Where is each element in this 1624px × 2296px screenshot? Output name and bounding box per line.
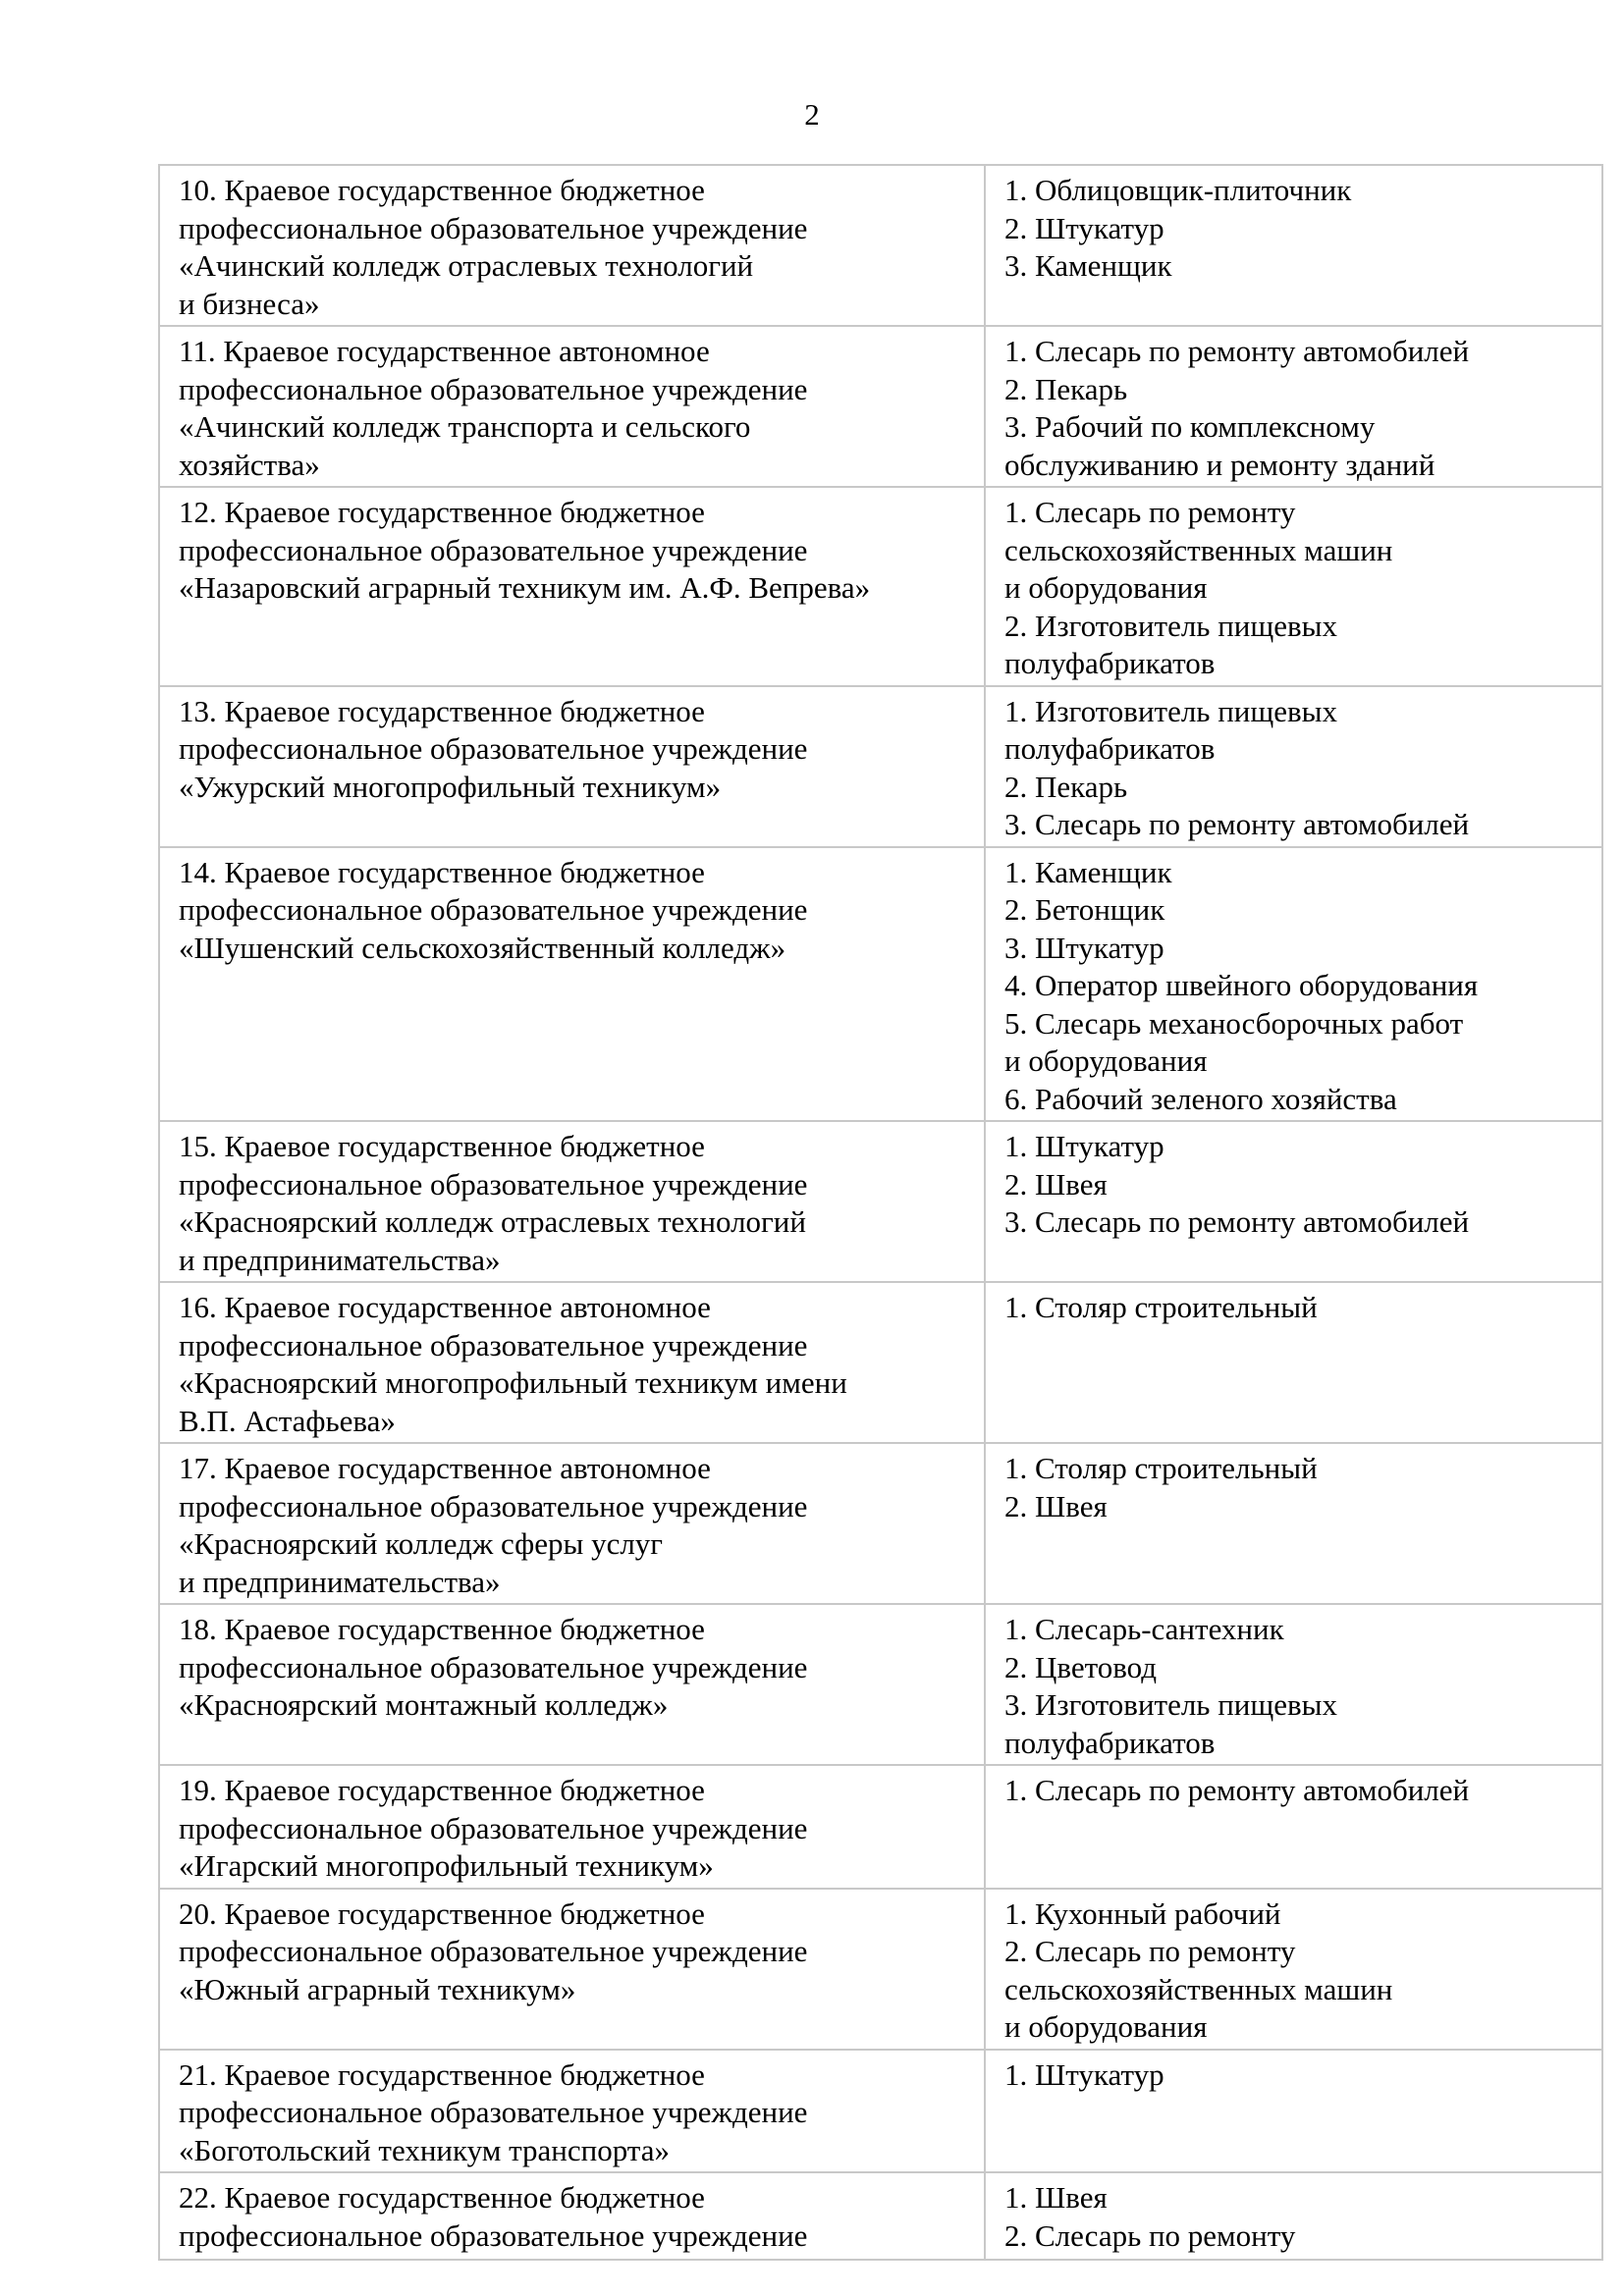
profession-line: 3. Рабочий по комплексному xyxy=(1004,409,1376,444)
profession-line: 2. Бетонщик xyxy=(1004,892,1165,927)
professions-cell xyxy=(985,1604,1602,1765)
institution-name-line: 18. Краевое государственное бюджетное xyxy=(179,1612,705,1646)
institution-cell xyxy=(159,326,985,487)
institution-cell xyxy=(159,847,985,1122)
institution-cell xyxy=(159,165,985,326)
profession-line: 1. Слесарь по ремонту xyxy=(1004,495,1296,529)
profession-line: 1. Каменщик xyxy=(1004,854,1172,889)
profession-line: 1. Столяр строительный xyxy=(1004,1451,1318,1485)
professions-cell xyxy=(985,847,1602,1122)
professions-cell xyxy=(985,2172,1602,2260)
table-body xyxy=(159,165,1602,2260)
institution-name-line: профессиональное образовательное учреждение xyxy=(179,371,808,406)
table-row xyxy=(159,1121,1602,1282)
profession-line: сельскохозяйственных машин xyxy=(1004,532,1393,567)
profession-line: 1. Облицовщик-плиточник xyxy=(1004,173,1352,207)
professions-cell xyxy=(985,1765,1602,1889)
institution-name-line: профессиональное образовательное учреждение xyxy=(179,731,808,766)
institution-name-line: 19. Краевое государственное бюджетное xyxy=(179,1773,705,1807)
table-row xyxy=(159,686,1602,847)
institution-cell xyxy=(159,1282,985,1443)
table-row xyxy=(159,847,1602,1122)
profession-line: 3. Слесарь по ремонту автомобилей xyxy=(1004,1204,1470,1239)
profession-line: 6. Рабочий зеленого хозяйства xyxy=(1004,1081,1397,1116)
institution-name-line: 16. Краевое государственное автономное xyxy=(179,1290,711,1324)
professions-cell xyxy=(985,1121,1602,1282)
institution-name-line: 20. Краевое государственное бюджетное xyxy=(179,1896,705,1931)
institution-name-line: профессиональное образовательное учреждение xyxy=(179,532,808,567)
profession-line: 2. Пекарь xyxy=(1004,371,1128,406)
profession-line: 2. Слесарь по ремонту xyxy=(1004,2217,1296,2253)
institution-name-line: 10. Краевое государственное бюджетное xyxy=(179,173,705,207)
profession-line: 3. Изготовитель пищевых xyxy=(1004,1687,1337,1722)
professions-cell xyxy=(985,1282,1602,1443)
institution-name-line: и предпринимательства» xyxy=(179,1242,501,1277)
institution-name-line: профессиональное образовательное учреждение xyxy=(179,2217,808,2253)
institution-cell xyxy=(159,487,985,686)
profession-line: 2. Пекарь xyxy=(1004,769,1128,804)
table-row xyxy=(159,165,1602,326)
institution-name-line: профессиональное образовательное учреждение xyxy=(179,2095,808,2129)
profession-line: 3. Каменщик xyxy=(1004,248,1172,283)
institution-name-line: 17. Краевое государственное автономное xyxy=(179,1451,711,1485)
profession-line: 1. Штукатур xyxy=(1004,1129,1164,1163)
professions-cell xyxy=(985,2050,1602,2173)
institution-name-line: «Боготольский техникум транспорта» xyxy=(179,2132,670,2167)
institution-name-line: и предпринимательства» xyxy=(179,1564,501,1599)
institution-name-line: «Назаровский аграрный техникум им. А.Ф. Вепрева» xyxy=(179,570,871,605)
professions-cell xyxy=(985,487,1602,686)
institution-name-line: «Красноярский многопрофильный техникум имени xyxy=(179,1365,847,1400)
profession-line: 1. Слесарь по ремонту автомобилей xyxy=(1004,1773,1470,1807)
profession-line: и оборудования xyxy=(1004,570,1208,605)
professions-cell xyxy=(985,686,1602,847)
institution-name-line: «Шушенский сельскохозяйственный колледж» xyxy=(179,930,786,965)
profession-line: 4. Оператор швейного оборудования xyxy=(1004,968,1479,1002)
institution-name-line: «Ачинский колледж транспорта и сельского xyxy=(179,409,751,444)
table-row xyxy=(159,1443,1602,1604)
institution-name-line: «Красноярский колледж отраслевых технологий xyxy=(179,1204,806,1239)
institution-name-line: В.П. Астафьева» xyxy=(179,1403,396,1438)
institution-name-line: 21. Краевое государственное бюджетное xyxy=(179,2056,705,2092)
table-row xyxy=(159,1889,1602,2050)
profession-line: 2. Цветовод xyxy=(1004,1649,1158,1684)
profession-line: 1. Столяр строительный xyxy=(1004,1290,1318,1324)
institution-cell xyxy=(159,1121,985,1282)
profession-line: 2. Изготовитель пищевых xyxy=(1004,608,1337,643)
profession-line: 2. Штукатур xyxy=(1004,210,1164,245)
institution-name-line: «Игарский многопрофильный техникум» xyxy=(179,1848,714,1883)
profession-line: 2. Швея xyxy=(1004,1166,1108,1201)
table-row xyxy=(159,487,1602,686)
institution-name-line: «Красноярский колледж сферы услуг xyxy=(179,1526,664,1561)
page-number: 2 xyxy=(804,97,820,132)
table-row xyxy=(159,1765,1602,1889)
institution-name-line: профессиональное образовательное учреждение xyxy=(179,1166,808,1201)
profession-line: 2. Слесарь по ремонту xyxy=(1004,1934,1296,1968)
institution-cell xyxy=(159,1765,985,1889)
table-row xyxy=(159,2172,1602,2260)
profession-line: 1. Швея xyxy=(1004,2180,1108,2215)
profession-line: 1. Штукатур xyxy=(1004,2056,1164,2092)
institution-name-line: профессиональное образовательное учреждение xyxy=(179,1649,808,1684)
institution-cell xyxy=(159,2172,985,2260)
institution-cell xyxy=(159,686,985,847)
institution-cell xyxy=(159,1889,985,2050)
institution-name-line: 11. Краевое государственное автономное xyxy=(179,334,710,368)
table-row xyxy=(159,2050,1602,2173)
profession-line: 3. Слесарь по ремонту автомобилей xyxy=(1004,807,1470,841)
institution-name-line: «Ачинский колледж отраслевых технологий xyxy=(179,248,754,283)
profession-line: 2. Швея xyxy=(1004,1488,1108,1523)
institution-name-line: 15. Краевое государственное бюджетное xyxy=(179,1129,705,1163)
institution-name-line: профессиональное образовательное учреждение xyxy=(179,892,808,927)
institution-name-line: профессиональное образовательное учреждение xyxy=(179,1934,808,1968)
profession-line: 1. Слесарь по ремонту автомобилей xyxy=(1004,334,1470,368)
institution-name-line: профессиональное образовательное учреждение xyxy=(179,1488,808,1523)
institution-cell xyxy=(159,1604,985,1765)
profession-line: обслуживанию и ремонту зданий xyxy=(1004,447,1435,482)
professions-cell xyxy=(985,1443,1602,1604)
professions-cell xyxy=(985,326,1602,487)
profession-line: и оборудования xyxy=(1004,2009,1208,2044)
institution-name-line: хозяйства» xyxy=(179,447,320,482)
profession-line: 3. Штукатур xyxy=(1004,930,1164,965)
institution-name-line: и бизнеса» xyxy=(179,286,320,321)
profession-line: и оборудования xyxy=(1004,1043,1208,1078)
institution-name-line: 12. Краевое государственное бюджетное xyxy=(179,495,705,529)
profession-line: 1. Слесарь-сантехник xyxy=(1004,1612,1284,1646)
profession-line: сельскохозяйственных машин xyxy=(1004,1971,1393,2006)
professions-cell xyxy=(985,1889,1602,2050)
institution-cell xyxy=(159,1443,985,1604)
professions-cell xyxy=(985,165,1602,326)
profession-line: 1. Кухонный рабочий xyxy=(1004,1896,1281,1931)
profession-line: 5. Слесарь механосборочных работ xyxy=(1004,1005,1464,1041)
table-row xyxy=(159,326,1602,487)
profession-line: полуфабрикатов xyxy=(1004,646,1216,680)
institution-name-line: 13. Краевое государственное бюджетное xyxy=(179,693,705,728)
institution-name-line: профессиональное образовательное учреждение xyxy=(179,1327,808,1362)
institution-name-line: 22. Краевое государственное бюджетное xyxy=(179,2180,705,2215)
institution-name-line: «Южный аграрный техникум» xyxy=(179,1971,576,2006)
institution-name-line: профессиональное образовательное учреждение xyxy=(179,1810,808,1845)
institution-cell xyxy=(159,2050,985,2173)
table-row xyxy=(159,1604,1602,1765)
institution-name-line: «Ужурский многопрофильный техникум» xyxy=(179,769,722,804)
profession-line: 1. Изготовитель пищевых xyxy=(1004,693,1337,728)
profession-line: полуфабрикатов xyxy=(1004,1725,1216,1760)
institution-name-line: «Красноярский монтажный колледж» xyxy=(179,1687,669,1722)
institutions-table xyxy=(158,164,1603,2261)
institution-name-line: 14. Краевое государственное бюджетное xyxy=(179,854,705,889)
institution-name-line: профессиональное образовательное учреждение xyxy=(179,210,808,245)
profession-line: полуфабрикатов xyxy=(1004,731,1216,766)
table-row xyxy=(159,1282,1602,1443)
